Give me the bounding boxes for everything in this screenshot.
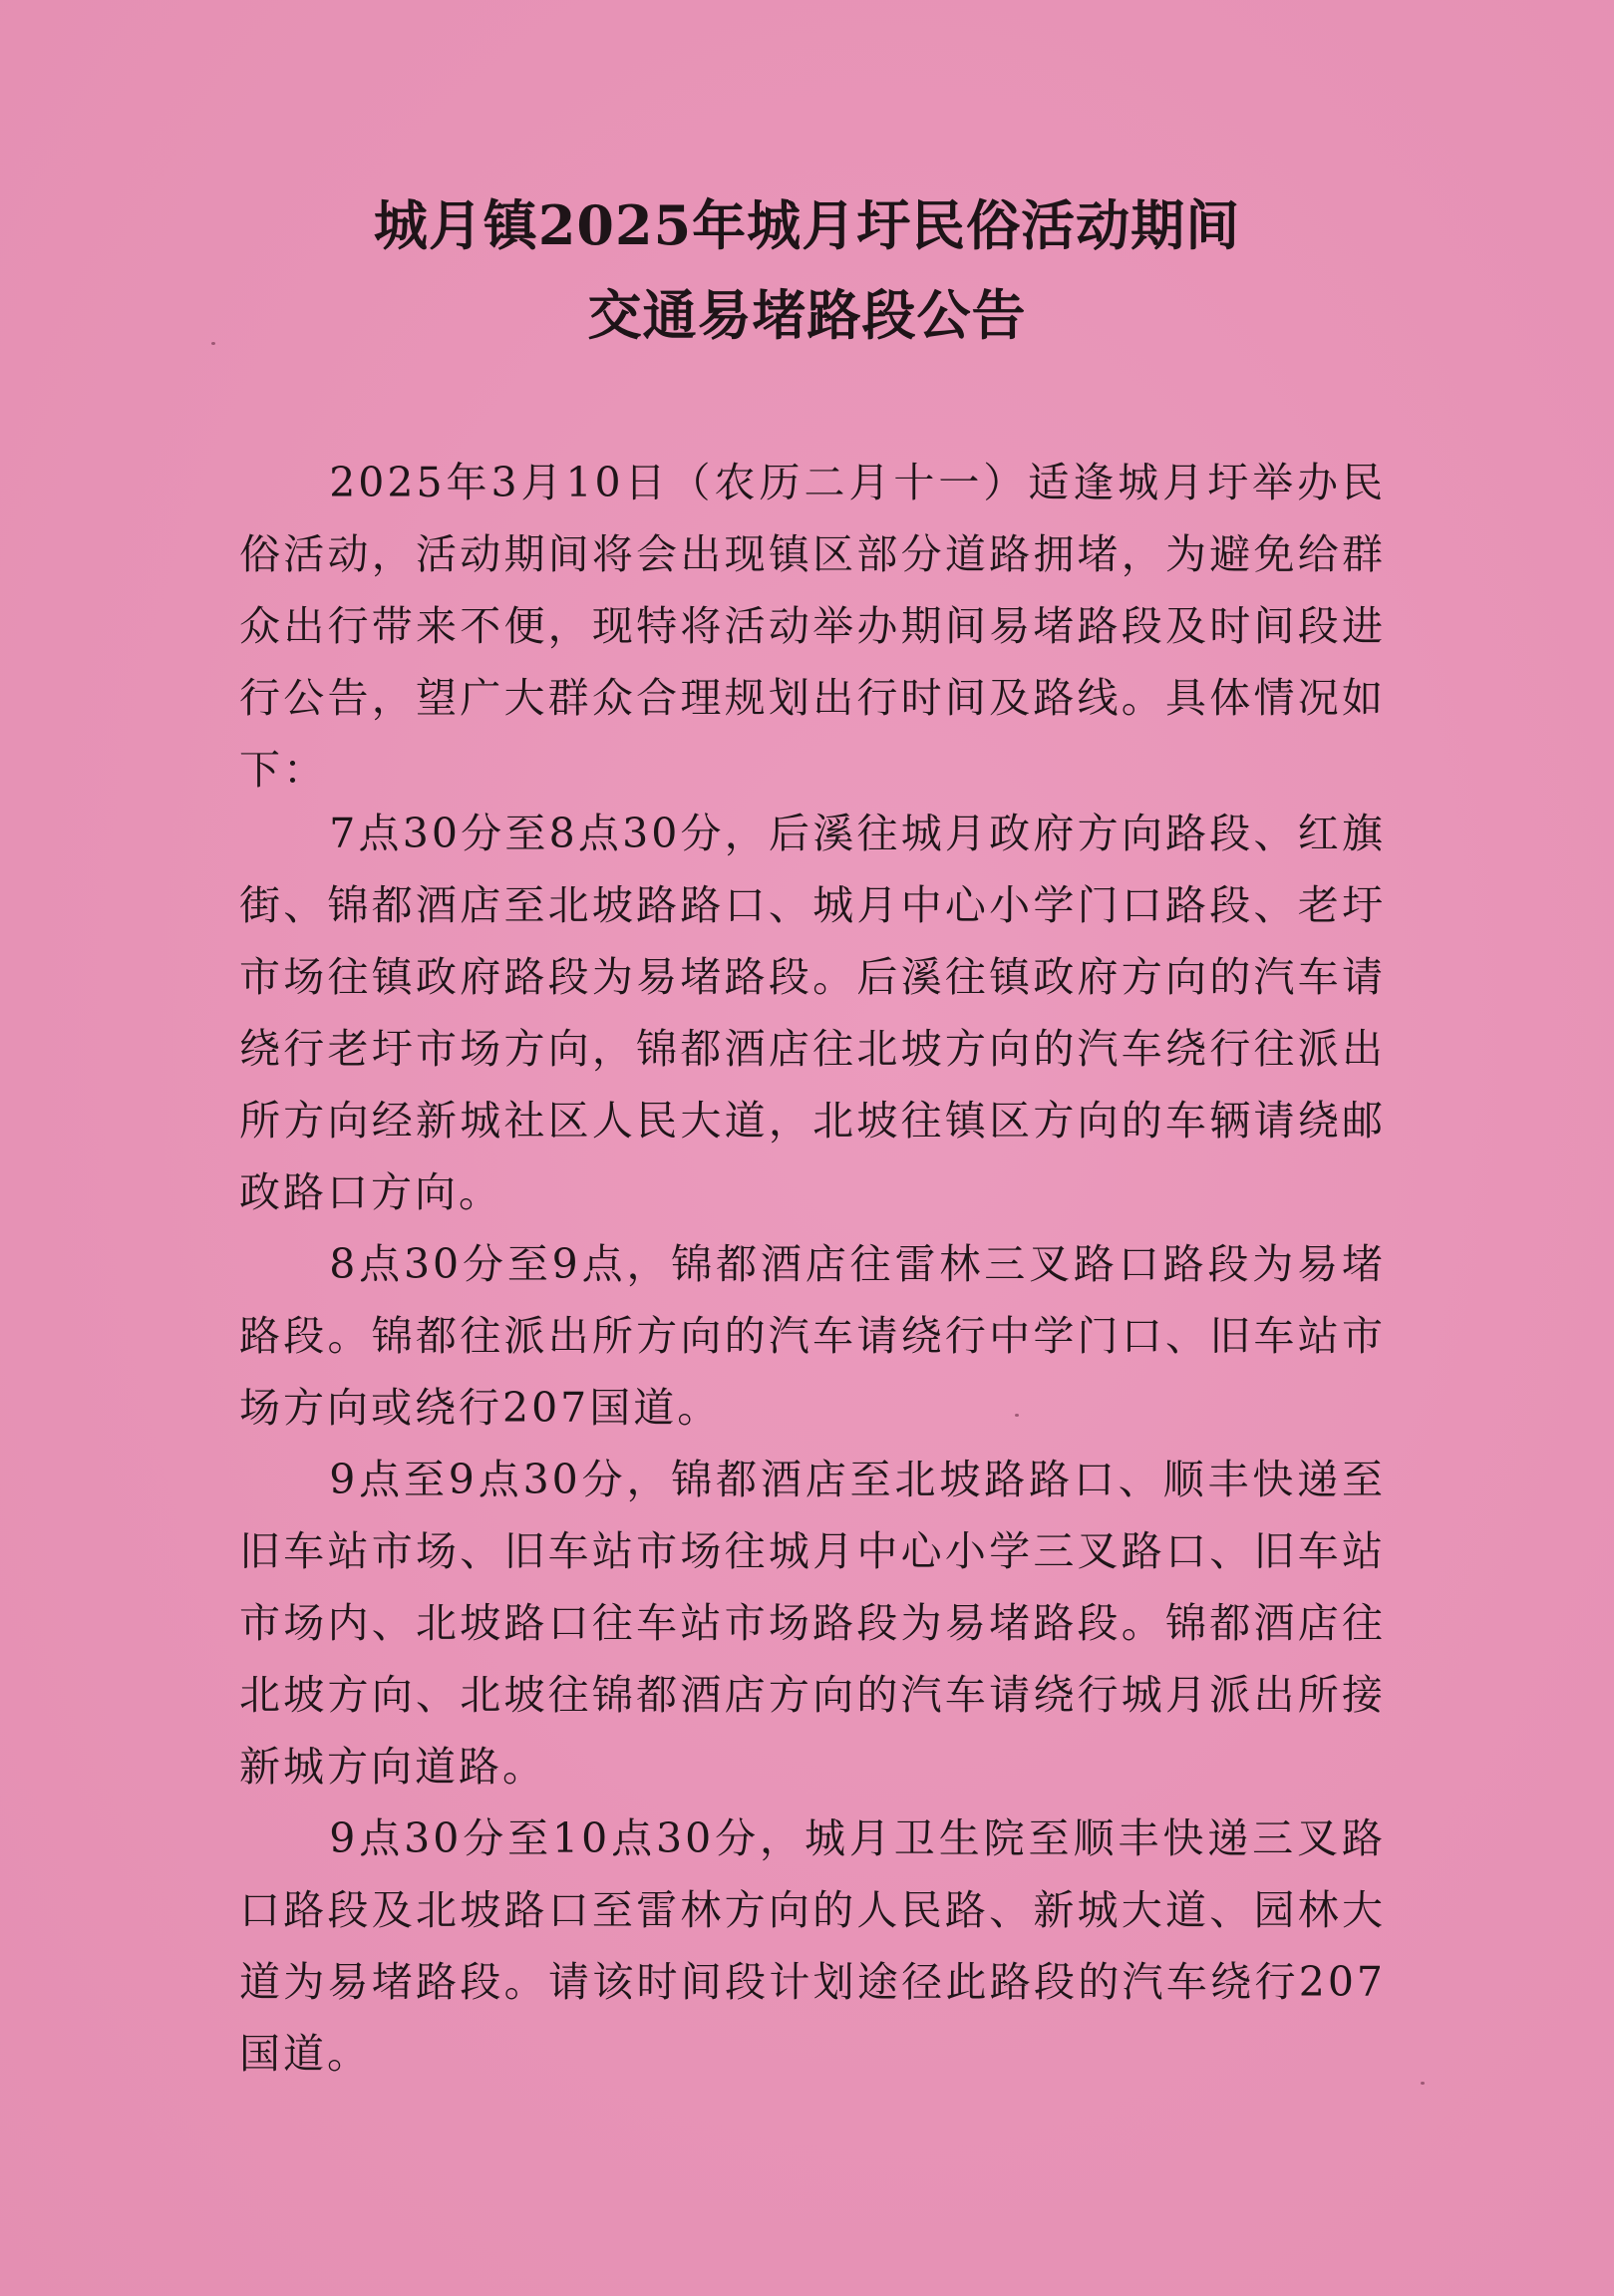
paragraph-intro	[239, 447, 1386, 806]
paragraph-text: 7点30分至8点30分，后溪往城月政府方向路段、红旗街、锦都酒店至北坡路路口、城月中心小学门口路段、老圩市场往镇政府路段为易堵路段。后溪往镇政府方向的汽车请绕行老圩市场方向，锦都酒店往北坡方向的汽车绕行往派出所方向经新城社区人民大道，北坡往镇区方向的车辆请绕邮政路口方向。	[239, 810, 1386, 1216]
notice-title-line-1: 城月镇2025年城月圩民俗活动期间	[373, 193, 1241, 257]
paragraph-0730-0830	[239, 798, 1386, 1228]
paragraph-0900-0930	[239, 1444, 1386, 1803]
paragraph-text: 9点至9点30分，锦都酒店至北坡路路口、顺丰快递至旧车站市场、旧车站市场往城月中心小学三叉路口、旧车站市场内、北坡路口往车站市场路段为易堵路段。锦都酒店往北坡方向、北坡往锦都酒店方向的汽车请绕行城月派出所接新城方向道路。	[239, 1456, 1386, 1791]
paragraph-0830-0900	[239, 1228, 1386, 1444]
notice-title-line-2: 交通易堵路段公告	[587, 283, 1027, 347]
paper-speck	[1015, 1414, 1019, 1417]
paragraph-text: 9点30分至10点30分，城月卫生院至顺丰快递三叉路口路段及北坡路口至雷林方向的人民路、新城大道、园林大道为易堵路段。请该时间段计划途径此路段的汽车绕行207国道。	[239, 1814, 1386, 2078]
paragraph-text: 8点30分至9点，锦都酒店往雷林三叉路口路段为易堵路段。锦都往派出所方向的汽车请绕行中学门口、旧车站市场方向或绕行207国道。	[239, 1240, 1386, 1432]
paragraph-0930-1030	[239, 1803, 1386, 2090]
paper-speck	[211, 342, 215, 345]
paragraph-text: 2025年3月10日（农历二月十一）适逢城月圩举办民俗活动，活动期间将会出现镇区部分道路拥堵，为避免给群众出行带来不便，现特将活动举办期间易堵路段及时间段进行公告，望广大群众合理规划出行时间及路线。具体情况如下：	[239, 459, 1386, 794]
paper-speck	[1421, 2082, 1425, 2085]
